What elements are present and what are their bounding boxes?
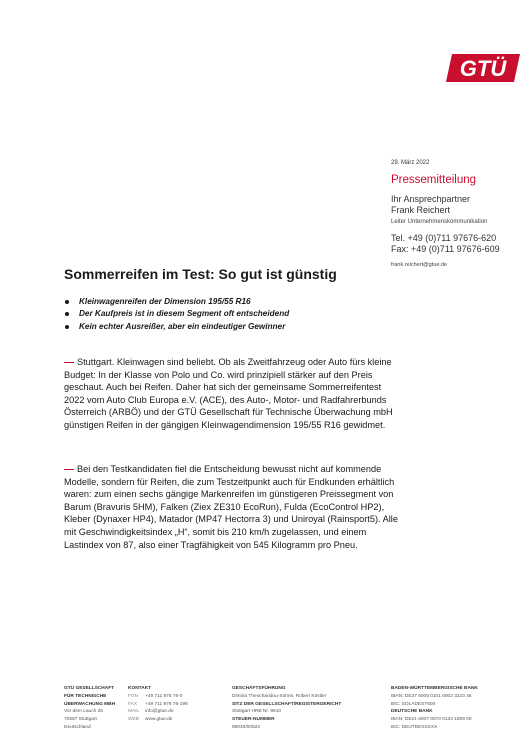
- company-address-line: Deutschland: [64, 724, 91, 730]
- paragraph-dash: [64, 469, 74, 470]
- paragraph-text: Stuttgart. Kleinwagen sind beliebt. Ob als Zweitfahrzeug oder Auto fürs kleine Budget: In der Klasse von Polo und Co. wird prinzipiell stärker auf den Preis geschaut. Auch bei Reifen. Daher hat sich der gemeinsame Sommerreifentest 2022 vom Auto Club Europa e.V. (ACE), des Auto-, Motor- und Radfahrerbunds Österreich (ARBÖ) und der GTÜ Gesellschaft für Technische Überwachung mbH günstigen Reifen in der gängigen Kleinwagendimension 195/55 R16 gewidmet.: [64, 357, 393, 430]
- footer-management: [232, 685, 372, 732]
- bank-name: DEUTSCHE BANK: [391, 709, 433, 715]
- release-date: 29. März 2022: [391, 160, 430, 166]
- press-contact-sidebar: [391, 160, 526, 268]
- company-name-line: ÜBERWACHUNG MBH: [64, 701, 116, 707]
- contact-row: [128, 693, 218, 701]
- paragraph-dash: [64, 362, 74, 363]
- body-paragraph: [64, 356, 404, 432]
- contact-row-label: MAIL: [128, 709, 140, 715]
- bank-bic: BIC: SOLADEST600: [391, 701, 436, 707]
- management-names: Dimitra Theocharidou-Sohns, Robert Köstler: [232, 693, 327, 699]
- press-release-label: Pressemitteilung: [391, 174, 477, 186]
- contact-email[interactable]: frank.reichert@gtue.de: [391, 262, 448, 268]
- contact-row: [128, 701, 218, 709]
- company-address-line: 70567 Stuttgart: [64, 717, 97, 723]
- footer-banks: [391, 685, 521, 732]
- contact-row-label: FAX: [128, 701, 138, 707]
- bank-iban: IBAN: DE37 6005 0101 0002 3223 46: [391, 693, 472, 699]
- bank-iban: IBAN: DE21 6007 0070 0134 1809 00: [391, 717, 472, 723]
- contact-row-value: +49 711 976 76-199: [145, 701, 188, 707]
- contact-row-value[interactable]: info@gtue.de: [145, 709, 174, 715]
- company-address-line: Vor dem Lauch 25: [64, 709, 103, 715]
- summary-bullets: [64, 296, 394, 333]
- contact-name: Frank Reichert: [391, 205, 451, 215]
- bullet-item: Kleinwagenreifen der Dimension 195/55 R16: [64, 296, 394, 308]
- contact-row-value[interactable]: www.gtue.de: [145, 717, 173, 723]
- contact-phone: Tel. +49 (0)711 97676-620: [391, 233, 497, 243]
- tax-value: 99040/00522: [232, 724, 261, 730]
- bullet-item: Kein echter Ausreißer, aber ein eindeutiger Gewinner: [64, 321, 394, 333]
- contact-row-label: FON: [128, 693, 139, 699]
- body-paragraph: [64, 463, 404, 551]
- contact-label: Ihr Ansprechpartner: [391, 194, 471, 204]
- bullet-item: Der Kaufpreis ist in diesem Segment oft entscheidend: [64, 308, 394, 320]
- contact-heading: KONTAKT: [128, 686, 152, 691]
- contact-fax: Fax: +49 (0)711 97676-609: [391, 244, 500, 254]
- registry-heading: SITZ DER GESELLSCHAFT/REGISTERGERICHT: [232, 701, 342, 707]
- tax-heading: STEUER-NUMMER: [232, 717, 275, 723]
- contact-row-value: +49 711 976 76-0: [145, 693, 183, 699]
- company-name-line: FÜR TECHNISCHE: [64, 693, 107, 699]
- registry-value: Stuttgart HRB Nr. 9610: [232, 709, 282, 715]
- bank-name: BADEN-WÜRTTEMBERGISCHE BANK: [391, 686, 478, 691]
- paragraph-text: Bei den Testkandidaten fiel die Entscheidung bewusst nicht auf kommende Modelle, sondern für Reifen, die zum Testzeitpunkt auch für Endkunden erhältlich waren: zum einen sechs gängige Markenreifen im günstigeren Preissegment von Barum (Bravuris 5HM), Falken (Ziex ZE310 EcoRun), Fulda (EcoControl HP2), Kleber (Dynaxer HP4), Matador (MP47 Hectorra 3) und Uniroyal (Rainsport5). Alle mit Geschwindigkeitsindex „H“, somit bis 210 km/h zugelassen, und einem Lastindex von 87, also einer Tragfähigkeit von 545 Kilogramm pro Pneu.: [64, 464, 398, 550]
- contact-role: Leiter Unternehmenskommunikation: [391, 219, 488, 225]
- contact-row: [128, 708, 218, 716]
- page-title: Sommerreifen im Test: So gut ist günstig: [64, 266, 337, 282]
- bank-bic: BIC: DEUTDESSXXX: [391, 724, 438, 730]
- contact-row-label: WEB: [128, 717, 139, 723]
- contact-row: [128, 716, 218, 724]
- gtue-logo: [444, 52, 522, 84]
- footer-contact: [128, 685, 218, 724]
- company-name-line: GTÜ GESELLSCHAFT: [64, 686, 115, 691]
- logo-text: GTÜ: [459, 56, 507, 81]
- management-heading: GESCHÄFTSFÜHRUNG: [232, 686, 286, 691]
